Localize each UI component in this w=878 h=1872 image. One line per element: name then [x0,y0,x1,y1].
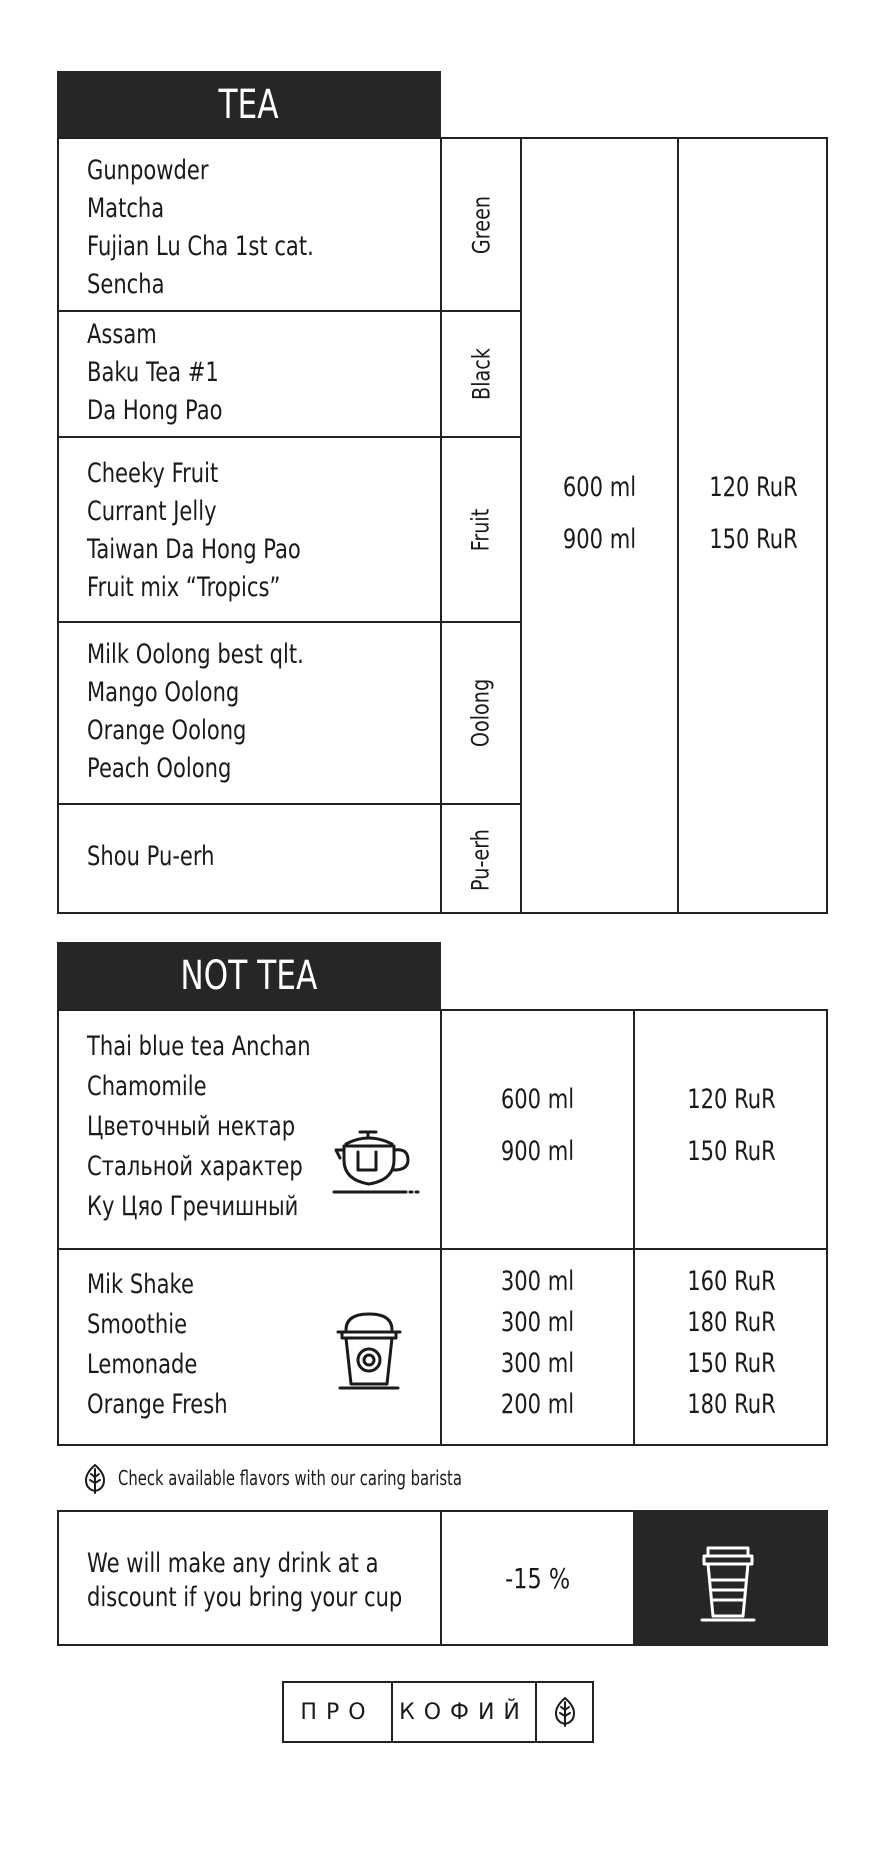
category-label: Oolong [467,678,495,748]
size-value: 200 ml [500,1389,575,1420]
list-item: Gunpowder [87,155,209,186]
category-fruit [442,438,520,621]
not-tea-list-2 [87,1265,267,1425]
list-item: Baku Tea #1 [87,357,219,388]
size-value: 900 ml [562,524,637,555]
price-value: 150 RuR [687,1136,776,1167]
list-item: Currant Jelly [87,496,217,527]
brand-word-2 [391,1681,537,1743]
category-label: Pu-erh [467,828,495,891]
not-tea-prices-1 [635,1074,828,1178]
tea-list-green [87,152,378,304]
tea-list-oolong [87,636,365,788]
milkshake-cup-icon [334,1310,404,1392]
list-item: Smoothie [87,1309,188,1340]
list-item: Sencha [87,269,165,300]
size-value: 600 ml [562,472,637,503]
category-black [442,312,520,436]
not-tea-prices-2 [635,1261,828,1425]
category-label: Green [467,195,495,254]
price-value: 150 RuR [687,1348,776,1379]
category-oolong [442,623,520,803]
list-item: Цветочный нектар [87,1111,296,1142]
list-item: Mango Oolong [87,677,240,708]
category-green [442,139,520,310]
price-value: 180 RuR [687,1389,776,1420]
size-value: 300 ml [500,1348,575,1379]
list-item: Mik Shake [87,1269,194,1300]
not-tea-header [57,942,441,1010]
price-value: 120 RuR [709,472,798,503]
size-value: 300 ml [500,1307,575,1338]
not-tea-sizes-2 [442,1261,633,1425]
tea-list-fruit [87,455,361,607]
promo-line: We will make any drink at a [87,1548,379,1579]
list-item: Fujian Lu Cha 1st cat. [87,231,314,262]
size-value: 300 ml [500,1266,575,1297]
not-tea-sizes-1 [442,1074,633,1178]
list-item: Taiwan Da Hong Pao [87,534,301,565]
list-item: Orange Fresh [87,1389,228,1420]
tea-prices [679,462,828,566]
tea-list-black [87,316,261,430]
category-puerh [442,805,520,914]
list-item: Peach Oolong [87,753,232,784]
not-tea-list-1 [87,1027,374,1227]
promo-line: discount if you bring your cup [87,1582,403,1613]
not-tea-title: NOT TEA [180,953,318,999]
list-item: Milk Oolong best qlt. [87,639,304,670]
size-value: 600 ml [500,1084,575,1115]
list-item: Ку Цяо Гречишный [87,1191,299,1222]
brand-text-1: ПРО [300,1699,375,1725]
list-item: Cheeky Fruit [87,458,219,489]
list-item: Da Hong Pao [87,395,223,426]
note-text: Check available flavors with our caring barista [118,1466,462,1490]
price-value: 180 RuR [687,1307,776,1338]
tea-sizes [522,462,677,566]
price-value: 160 RuR [687,1266,776,1297]
leaf-icon [554,1696,576,1728]
list-item: Matcha [87,193,165,224]
list-item: Chamomile [87,1071,207,1102]
tea-header [57,71,441,139]
takeaway-cup-icon [698,1544,758,1624]
list-item: Fruit mix “Tropics” [87,572,281,603]
list-item: Shou Pu-erh [87,841,215,872]
discount-value: -15 % [505,1561,570,1595]
promo-discount [442,1512,633,1644]
list-item: Lemonade [87,1349,198,1380]
price-value: 120 RuR [687,1084,776,1115]
promo-text [87,1547,491,1615]
leaf-icon [84,1463,106,1495]
teapot-icon [332,1124,420,1200]
category-label: Black [467,348,495,400]
size-value: 900 ml [500,1136,575,1167]
brand-word-1 [282,1681,393,1743]
category-label: Fruit [467,508,495,551]
not-tea-row-divider [57,1248,828,1250]
list-item: Assam [87,319,157,350]
brand-text-2: КОФИЙ [399,1699,529,1725]
tea-title: TEA [218,82,280,128]
price-value: 150 RuR [709,524,798,555]
tea-list-puerh [87,838,250,876]
list-item: Orange Oolong [87,715,247,746]
list-item: Thai blue tea Anchan [87,1031,311,1062]
list-item: Стальной характер [87,1151,303,1182]
